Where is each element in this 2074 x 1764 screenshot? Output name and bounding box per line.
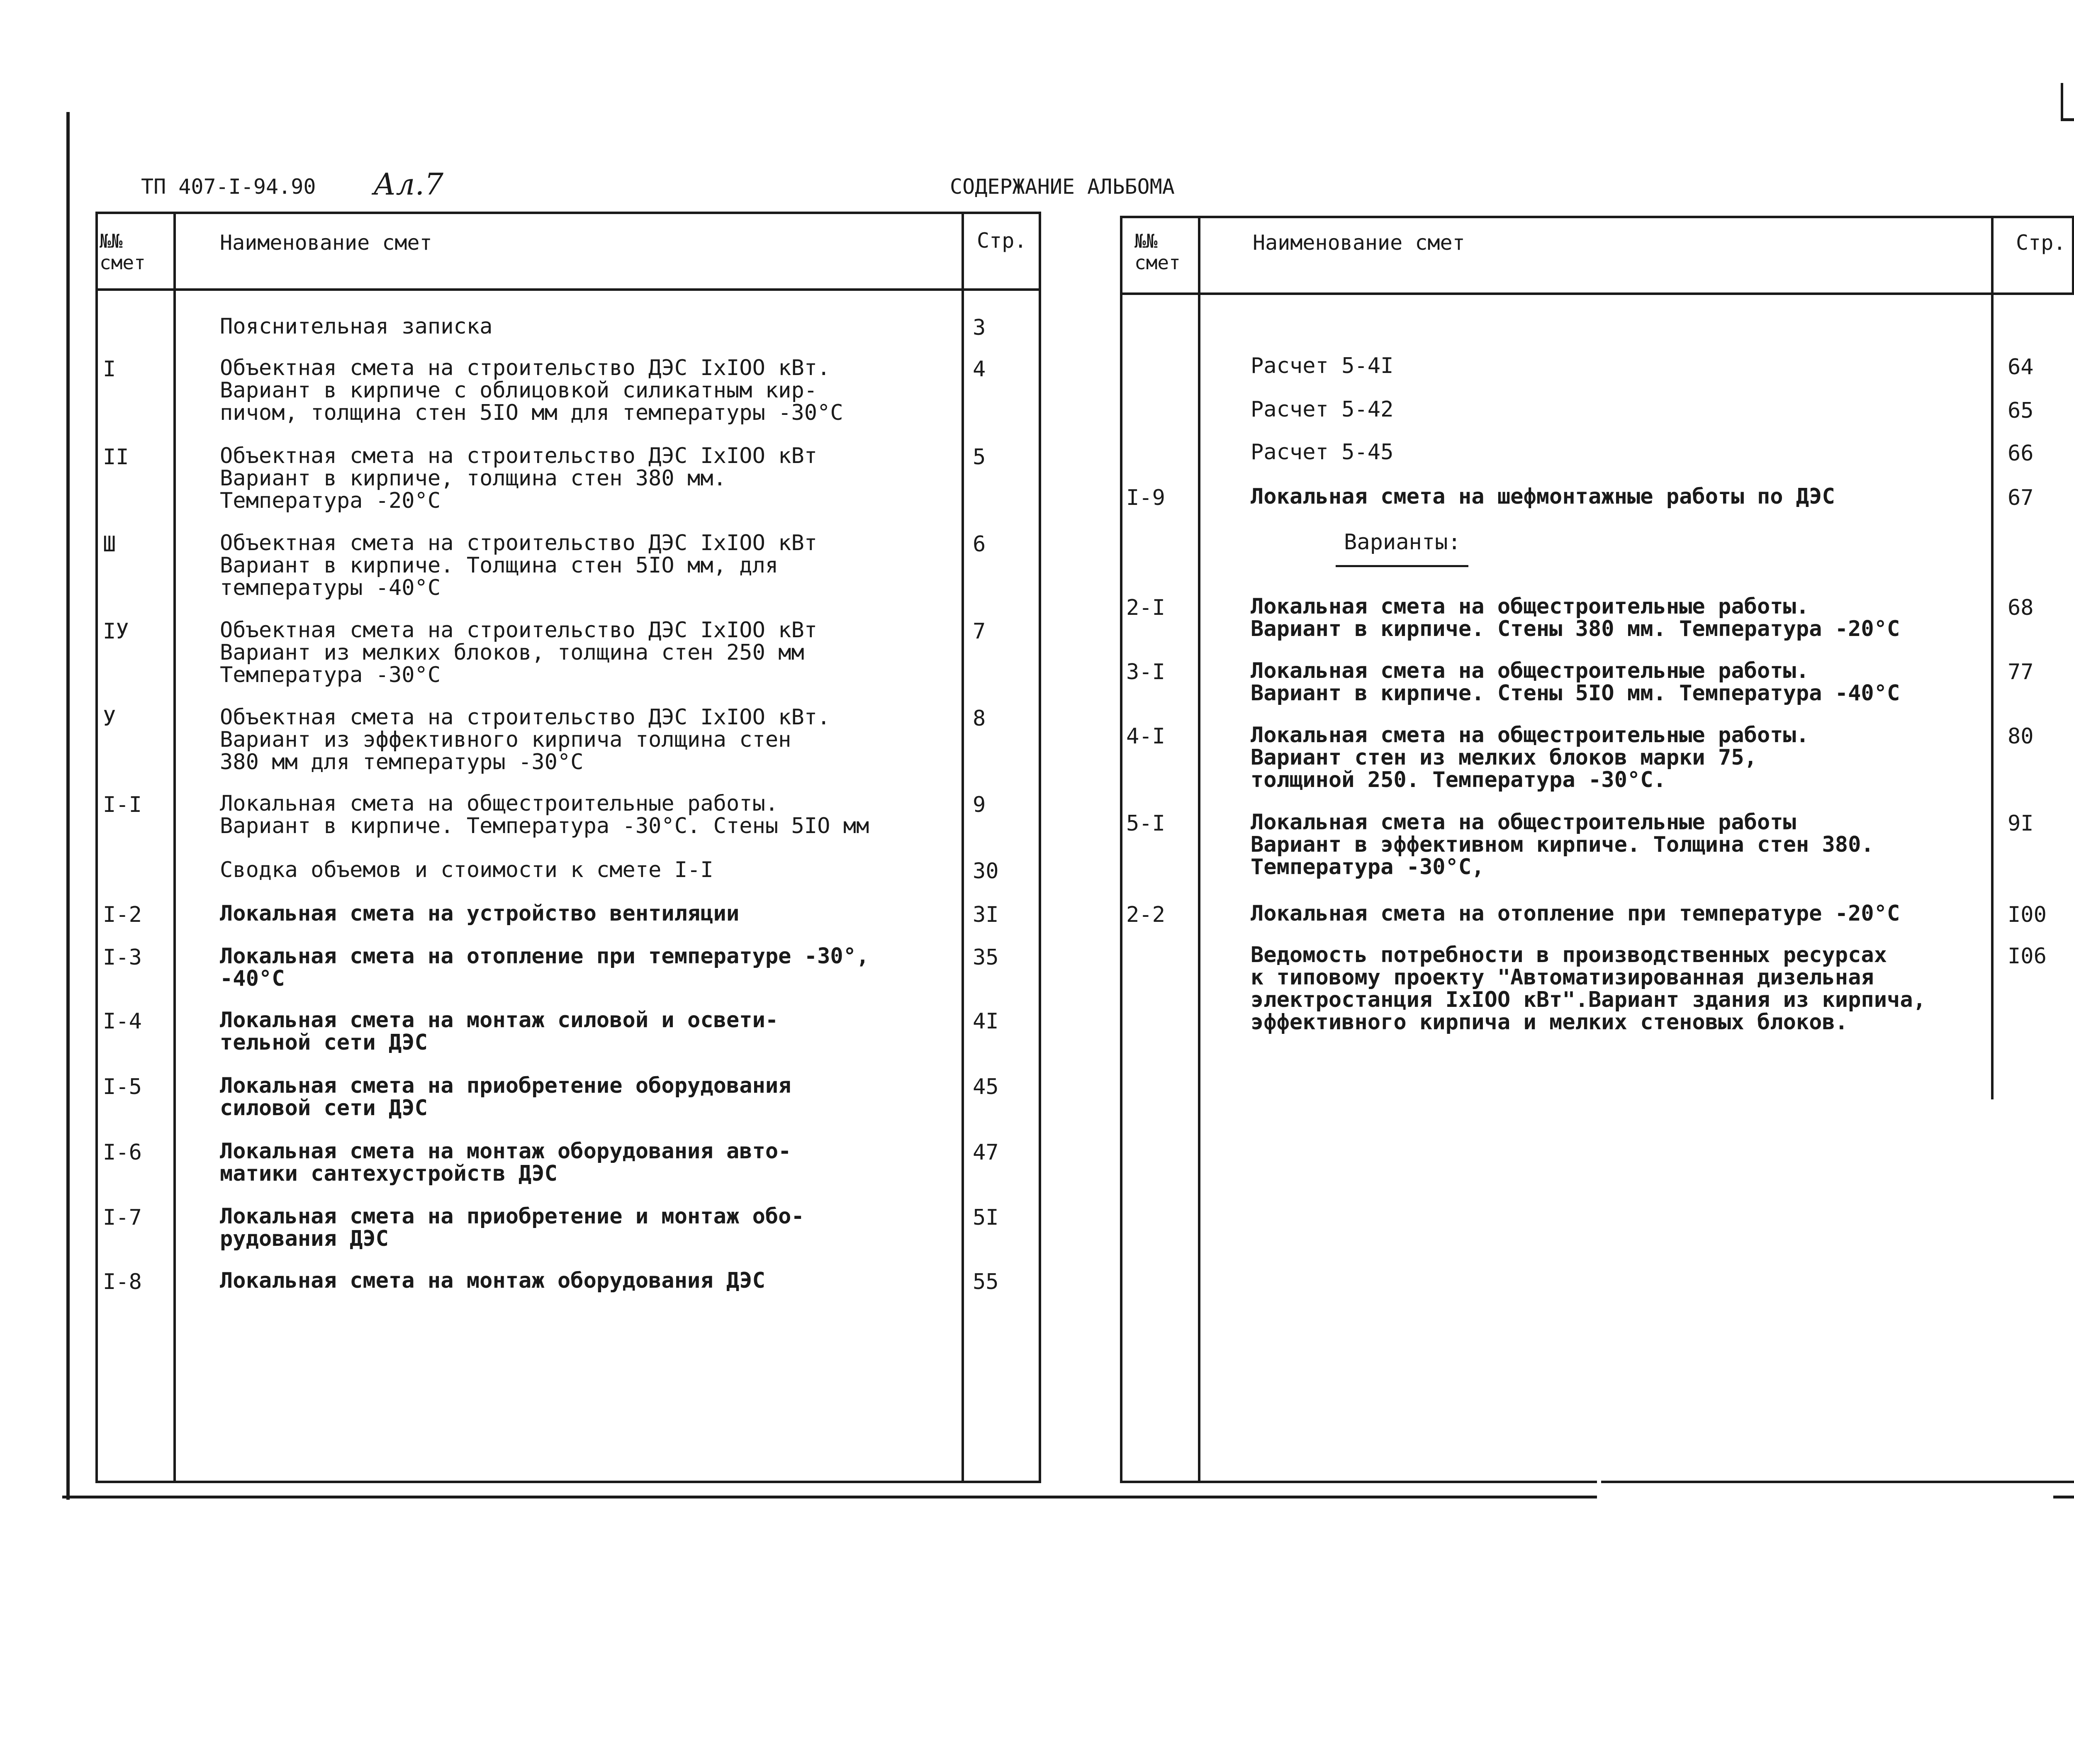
right-table-header-rule	[1120, 292, 2074, 295]
row-name: Объектная смета на строительство ДЭС IxIOO кВт Вариант в кирпиче, толщина стен 380 мм. Температура -20°С	[220, 443, 818, 513]
row-number: I-3	[103, 945, 142, 970]
row-number: I-9	[1126, 485, 1165, 510]
row-number: I-5	[103, 1074, 142, 1099]
row-name: Локальная смета на шефмонтажные работы по ДЭС	[1251, 484, 1835, 509]
left-border-line	[66, 112, 70, 1500]
row-name: Объектная смета на строительство ДЭС IxIOO кВт. Вариант из эффективного кирпича толщина стен 380 мм для температуры -30°С	[220, 705, 830, 775]
page-title: СОДЕРЖАНИЕ АЛЬБОМА	[950, 175, 1175, 199]
row-name: Локальная смета на общестроительные работы. Вариант в кирпиче. Температура -30°С. Стены 5IO мм	[220, 791, 869, 838]
row-name: Локальная смета на общестроительные работы. Вариант стен из мелких блоков марки 75, толщиной 250. Температура -30°С.	[1251, 723, 1809, 792]
row-number: II	[103, 445, 129, 470]
right-col-head-name: Наименование смет	[1253, 231, 1465, 255]
row-number: Ш	[103, 532, 116, 557]
left-col-head-page: Стр.	[977, 229, 1027, 253]
row-number: 2-2	[1126, 902, 1165, 927]
left-table-divider-2	[962, 212, 964, 1483]
row-name: Расчет 5-4I	[1251, 353, 1394, 378]
sheet-number-box	[2061, 83, 2074, 121]
row-number: I-I	[103, 792, 142, 817]
row-page: 64	[2008, 355, 2034, 380]
row-name: Пояснительная записка	[220, 314, 493, 339]
row-name: Сводка объемов и стоимости к смете I-I	[220, 858, 713, 882]
row-page: 77	[2008, 660, 2034, 685]
right-table-divider-2	[1991, 216, 1994, 1099]
right-table-divider-1	[1198, 216, 1200, 1483]
row-page: I06	[2008, 944, 2047, 969]
row-page: 66	[2008, 441, 2034, 466]
right-col-head-num: №№ смет	[1134, 230, 1181, 274]
right-table-right-edge	[2072, 216, 2074, 295]
row-name: Объектная смета на строительство ДЭС IxIOO кВт. Вариант в кирпиче с облицовкой силикатным кир- пичом, толщина стен 5IO мм для температуры -30°С	[220, 356, 843, 425]
row-page: 4	[973, 357, 986, 382]
album-number: Ал.7	[373, 167, 444, 202]
row-name: Локальная смета на монтаж оборудования авто- матики сантехустройств ДЭС	[220, 1139, 791, 1186]
row-page: 65	[2008, 398, 2034, 423]
row-number: I-8	[103, 1269, 142, 1294]
row-number: I-4	[103, 1009, 142, 1034]
row-number: 3-I	[1126, 660, 1165, 685]
row-number: IУ	[103, 619, 129, 644]
row-number: I-7	[103, 1205, 142, 1230]
row-page: 8	[973, 706, 986, 731]
left-table-header-rule	[95, 288, 1041, 291]
row-name: Объектная смета на строительство ДЭС IxIOO кВт Вариант из мелких блоков, толщина стен 250 мм Температура -30°С	[220, 618, 818, 687]
row-page: 80	[2008, 724, 2034, 749]
row-name: Локальная смета на монтаж оборудования ДЭС	[220, 1268, 765, 1293]
row-number: 2-I	[1126, 595, 1165, 620]
row-name: Варианты:	[1344, 530, 1461, 555]
row-page: 68	[2008, 595, 2034, 620]
row-page: 6	[973, 532, 986, 557]
row-name: Локальная смета на приобретение и монтаж обо- рудования ДЭС	[220, 1204, 804, 1251]
row-page: 3	[973, 315, 986, 340]
row-page: 5I	[973, 1205, 999, 1230]
row-name: Объектная смета на строительство ДЭС IxIOO кВт Вариант в кирпиче. Толщина стен 5IO мм, для температуры -40°С	[220, 531, 818, 600]
row-page: 3I	[973, 902, 999, 927]
row-number: У	[103, 706, 116, 731]
row-page: I00	[2008, 902, 2047, 927]
row-page: 4I	[973, 1009, 999, 1034]
row-page: 55	[973, 1269, 999, 1294]
row-page: 5	[973, 445, 986, 470]
row-name: Локальная смета на общестроительные работы. Вариант в кирпиче. Стены 380 мм. Температура -20°С	[1251, 594, 1900, 641]
row-name: Локальная смета на приобретение оборудования силовой сети ДЭС	[220, 1073, 791, 1121]
right-col-head-page: Стр.	[2016, 231, 2066, 255]
document-code: ТП 407-I-94.90	[141, 175, 316, 199]
row-page: 9I	[2008, 811, 2034, 836]
row-name: Расчет 5-42	[1251, 397, 1394, 422]
row-page: 35	[973, 945, 999, 970]
row-page: 47	[973, 1140, 999, 1165]
row-number: 4-I	[1126, 724, 1165, 749]
row-name: Локальная смета на отопление при температуре -20°С	[1251, 901, 1900, 926]
row-page: 7	[973, 619, 986, 644]
left-col-head-name: Наименование смет	[220, 231, 432, 255]
row-name: Ведомость потребности в производственных ресурсах к типовому проекту "Автоматизированная дизельная электростанция IxIOO кВт".Вариант здания из кирпича, эффективного кирпича и мелких стеновых блоков.	[1251, 943, 1926, 1035]
row-page: 45	[973, 1074, 999, 1099]
row-name: Локальная смета на общестроительные работы. Вариант в кирпиче. Стены 5IO мм. Температура -40°С	[1251, 658, 1900, 706]
right-table-bottom-fade	[1597, 1469, 1601, 1485]
row-number: I-2	[103, 902, 142, 927]
row-page: 67	[2008, 485, 2034, 510]
row-name: Локальная смета на общестроительные работы Вариант в эффективном кирпиче. Толщина стен 380. Температура -30°С,	[1251, 810, 1874, 880]
left-col-head-num: №№ смет	[100, 230, 146, 274]
row-name: Локальная смета на отопление при температуре -30°, -40°С	[220, 944, 869, 991]
variants-underline	[1336, 565, 1468, 567]
bottom-right-border-line	[2053, 1496, 2074, 1498]
row-number: I-6	[103, 1140, 142, 1165]
row-number: 5-I	[1126, 811, 1165, 836]
row-page: 9	[973, 792, 986, 817]
row-name: Локальная смета на устройство вентиляции	[220, 901, 740, 926]
row-number: I	[103, 357, 116, 382]
left-table-divider-1	[173, 212, 176, 1483]
bottom-border-line	[62, 1496, 1597, 1498]
row-page: 30	[973, 859, 999, 884]
row-name: Расчет 5-45	[1251, 440, 1394, 465]
row-name: Локальная смета на монтаж силовой и освети- тельной сети ДЭС	[220, 1008, 779, 1055]
